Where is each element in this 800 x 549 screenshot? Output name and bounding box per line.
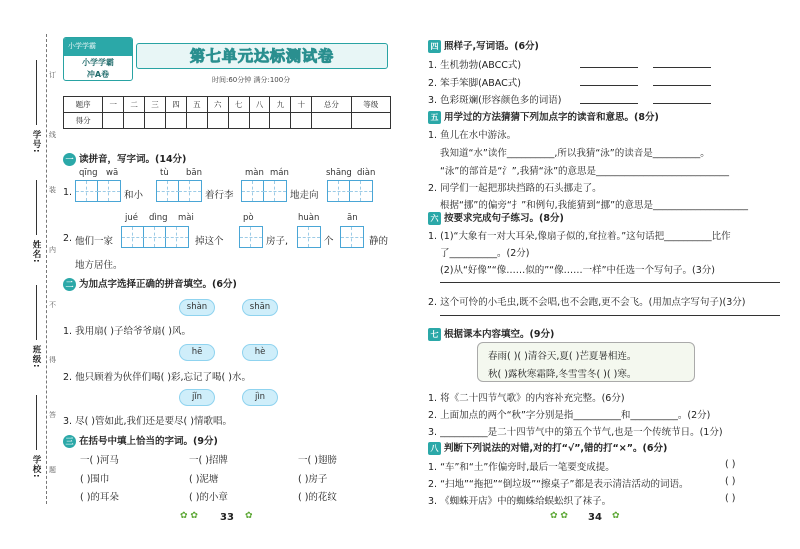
- s3-item: ( )房子: [298, 474, 328, 485]
- name-label: 姓名:: [31, 240, 41, 264]
- s1-q2-text6: 地方居住。: [75, 260, 123, 271]
- pinyin-wa: wā: [106, 168, 119, 178]
- score-cell[interactable]: [103, 113, 124, 129]
- score-cell[interactable]: [270, 113, 291, 129]
- poem-line-2: 秋( )露秋寒霜降,冬雪雪冬( )( )寒。: [488, 369, 637, 380]
- section-7-number: 七: [428, 328, 441, 341]
- exam-time-score: 时间:60分钟 满分:100分: [212, 76, 291, 84]
- score-header-cell: 六: [207, 97, 228, 113]
- s2-q2: 2. 他只顾着为伙伴们喝( )彩,忘记了喝( )水。: [63, 372, 251, 383]
- s1-q1-text2: 着行李: [205, 190, 234, 201]
- score-table: [63, 96, 391, 129]
- section-2-number: 二: [63, 278, 76, 291]
- school-line[interactable]: [36, 395, 37, 450]
- s5-q2: 2. 同学们一起把那块挡路的石头挪走了。: [428, 183, 602, 194]
- student-id-line[interactable]: [36, 60, 37, 125]
- pinyin-cloud-shan1: shān: [242, 299, 278, 316]
- solar-terms-poem-box: [477, 342, 695, 382]
- side-char: 题: [49, 466, 56, 474]
- class-line[interactable]: [36, 285, 37, 340]
- name-line[interactable]: [36, 180, 37, 235]
- score-cell[interactable]: [166, 113, 187, 129]
- answer-line[interactable]: [653, 67, 711, 68]
- section-8-heading: [428, 440, 667, 455]
- writing-grid-an[interactable]: [340, 226, 364, 248]
- logo-line2: 冲A卷: [86, 70, 110, 79]
- s4-item: 1. 生机勃勃(ABCC式): [428, 60, 522, 71]
- score-cell[interactable]: [207, 113, 228, 129]
- pinyin-qing: qīng: [79, 168, 98, 178]
- pinyin-tu: tù: [160, 168, 169, 178]
- s3-item: ( )泥塘: [189, 474, 219, 485]
- logo-line1: 小学学霸: [82, 58, 114, 67]
- s7-q2: 2. 上面加点的两个“秋”字分别是指__________和__________。(2分): [428, 410, 711, 421]
- writing-grid-tuban[interactable]: [156, 180, 202, 202]
- s3-item: 一( )招牌: [189, 455, 228, 466]
- score-header-cell: 五: [186, 97, 207, 113]
- section-4-heading: [428, 38, 539, 53]
- section-2-heading: [63, 276, 237, 291]
- score-header-cell: 总分: [312, 97, 351, 113]
- sprout-icon: ✿: [245, 511, 253, 521]
- s3-item: ( )的耳朵: [80, 492, 119, 503]
- side-char: 内: [49, 246, 56, 254]
- s2-q1: 1. 我用扇( )子给爷爷扇( )风。: [63, 326, 191, 337]
- s7-q1: 1. 将《二十四节气歌》的内容补充完整。(6分): [428, 393, 625, 404]
- section-8-number: 八: [428, 442, 441, 455]
- score-cell[interactable]: [351, 113, 390, 129]
- score-table-header: [64, 97, 391, 113]
- poem-line-1: 春雨( )( )清谷天,夏( )芒夏暑相连。: [488, 351, 637, 362]
- s5-q1a: 我知道“水”读作__________,所以我猜“泳”的读音是__________。: [440, 148, 710, 159]
- score-header-cell: 三: [145, 97, 166, 113]
- section-4-number: 四: [428, 40, 441, 53]
- s3-item: 一( )翅膀: [298, 455, 337, 466]
- s5-q1b: “泳”的部首是“氵”,我猜“泳”的意思是____________________________: [440, 166, 730, 177]
- score-header-cell: 八: [249, 97, 270, 113]
- s5-q2a: 根据“挪”的偏旁“扌”和例句,我能猜到“挪”的意思是____________________: [440, 200, 749, 211]
- pinyin-shang: shāng: [326, 168, 352, 178]
- judge-mark[interactable]: ( ): [725, 476, 736, 487]
- s5-q1: 1. 鱼儿在水中游泳。: [428, 130, 517, 141]
- section-6-title: 按要求完成句子练习。(8分): [444, 213, 564, 224]
- pinyin-an: ān: [347, 213, 358, 223]
- sprout-icon: ✿ ✿: [180, 511, 198, 521]
- answer-line[interactable]: [580, 103, 638, 104]
- page-number-right: 34: [588, 512, 602, 523]
- score-row-label: 得分: [64, 113, 103, 129]
- pinyin-cloud-he4: hè: [242, 344, 278, 361]
- writing-grid-shangdian[interactable]: [327, 180, 373, 202]
- pinyin-mai: mài: [178, 213, 194, 223]
- section-5-title: 用学过的方法猜猜下列加点字的读音和意思。(8分): [444, 112, 659, 123]
- side-char: 装: [49, 186, 56, 194]
- answer-line[interactable]: [653, 85, 711, 86]
- score-cell[interactable]: [228, 113, 249, 129]
- class-label: 班级:: [31, 345, 41, 369]
- section-5-number: 五: [428, 111, 441, 124]
- section-3-title: 在括号中填上恰当的字词。(9分): [79, 436, 218, 447]
- s3-item: ( )的花纹: [298, 492, 337, 503]
- section-4-title: 照样子,写词语。(6分): [444, 41, 539, 52]
- section-7-heading: [428, 326, 554, 341]
- pinyin-dian: diàn: [357, 168, 376, 178]
- section-3-number: 三: [63, 435, 76, 448]
- section-1-title: 读拼音，写字词。(14分): [79, 154, 187, 165]
- score-cell[interactable]: [312, 113, 351, 129]
- score-header-cell: 一: [103, 97, 124, 113]
- s8-item: 2. “扫地”“拖把”“倒垃圾”“擦桌子”都是表示清洁活动的词语。: [428, 479, 689, 490]
- side-char: 得: [49, 356, 56, 364]
- s2-q3: 3. 尽( )管如此,我们还是要尽( )情歌唱。: [63, 416, 232, 427]
- s6-q2: 2. 这个可怜的小毛虫,既不会唱,也不会跑,更不会飞。(用加点字写句子)(3分): [428, 297, 746, 308]
- judge-mark[interactable]: ( ): [725, 493, 736, 504]
- section-5-heading: [428, 109, 659, 124]
- score-header-cell: 四: [166, 97, 187, 113]
- pinyin-ban: bān: [186, 168, 202, 178]
- side-char: 订: [49, 71, 56, 79]
- score-header-cell: 十: [291, 97, 312, 113]
- series-logo: [63, 37, 133, 81]
- pinyin-cloud-he1: hē: [179, 344, 215, 361]
- answer-line[interactable]: [440, 282, 780, 283]
- s3-item: ( )的小章: [189, 492, 228, 503]
- pinyin-jue: jué: [125, 213, 138, 223]
- score-cell[interactable]: [291, 113, 312, 129]
- score-cell[interactable]: [249, 113, 270, 129]
- s8-item: 3. 《蜘蛛开店》中的蜘蛛给蜈蚣织了袜子。: [428, 496, 612, 507]
- judge-mark[interactable]: ( ): [725, 459, 736, 470]
- pinyin-cloud-shan4: shàn: [179, 299, 215, 316]
- s3-item: 一( )河马: [80, 455, 119, 466]
- writing-grid-manman[interactable]: [241, 180, 287, 202]
- score-header-cell: 七: [228, 97, 249, 113]
- right-page: [400, 0, 800, 549]
- writing-grid-huan[interactable]: [297, 226, 321, 248]
- writing-grid-po[interactable]: [239, 226, 263, 248]
- side-char: 不: [49, 301, 56, 309]
- school-label: 学校:: [31, 455, 41, 479]
- section-3-heading: [63, 433, 218, 448]
- answer-line[interactable]: [653, 103, 711, 104]
- section-1-heading: [63, 151, 186, 166]
- s4-item: 2. 笨手笨脚(ABAC式): [428, 78, 521, 89]
- sprout-icon: ✿: [612, 511, 620, 521]
- pinyin-man2: mán: [270, 168, 289, 178]
- binding-line: [46, 34, 47, 504]
- section-7-title: 根据课本内容填空。(9分): [444, 329, 555, 340]
- section-2-title: 为加点字选择正确的拼音填空。(6分): [79, 279, 237, 290]
- s3-item: ( )围巾: [80, 474, 110, 485]
- answer-line[interactable]: [440, 315, 780, 316]
- page-number-left: 33: [220, 512, 234, 523]
- writing-grid-jueding-mai[interactable]: [121, 226, 189, 248]
- s4-item: 3. 色彩斑斓(形容颜色多的词语): [428, 95, 562, 106]
- side-char: 线: [49, 131, 56, 139]
- score-header-cell: 等级: [351, 97, 390, 113]
- s1-q1-number: 1.: [63, 187, 73, 198]
- s1-q2-text4: 个: [324, 236, 334, 247]
- score-table-row: [64, 113, 391, 129]
- writing-grid-qingwa[interactable]: [75, 180, 121, 202]
- score-cell[interactable]: [124, 113, 145, 129]
- s6-q1b: 了__________。(2分): [440, 248, 530, 259]
- s1-q2-text5: 静的: [369, 236, 389, 247]
- s7-q3: 3. __________是二十四节气中的第五个节气,也是一个传统节日。(1分): [428, 427, 723, 438]
- section-6-heading: [428, 210, 564, 225]
- exam-title: 第七单元达标测试卷: [136, 43, 388, 69]
- s8-item: 1. “车”和“土”作偏旁时,最后一笔要变成提。: [428, 462, 615, 473]
- s1-q2-text2: 掉这个: [195, 236, 224, 247]
- score-cell[interactable]: [186, 113, 207, 129]
- pinyin-cloud-jin4: jìn: [242, 389, 278, 406]
- score-header-cell: 题序: [64, 97, 103, 113]
- score-header-cell: 二: [124, 97, 145, 113]
- answer-line[interactable]: [580, 67, 638, 68]
- logo-banner: 小学学霸: [64, 38, 132, 56]
- student-id-label: 学号:: [31, 130, 41, 154]
- answer-line[interactable]: [580, 85, 638, 86]
- section-8-title: 判断下列说法的对错,对的打“√”,错的打“×”。(6分): [444, 443, 668, 454]
- section-1-number: 一: [63, 153, 76, 166]
- s1-q1-text3: 地走向: [290, 190, 319, 201]
- s1-q2-text3: 房子,: [266, 236, 289, 247]
- pinyin-huan: huàn: [298, 213, 320, 223]
- s1-q2-number: 2.: [63, 233, 73, 244]
- section-6-number: 六: [428, 212, 441, 225]
- pinyin-ding: dìng: [149, 213, 168, 223]
- score-cell[interactable]: [145, 113, 166, 129]
- score-header-cell: 九: [270, 97, 291, 113]
- side-char: 答: [49, 411, 56, 419]
- pinyin-po: pò: [243, 213, 254, 223]
- pinyin-cloud-jin3: jǐn: [179, 389, 215, 406]
- s6-q1: 1. (1)“大象有一对大耳朵,像扇子似的,耷拉着。”这句话把__________比作: [428, 231, 731, 242]
- s6-q1c: (2)从“好像”“像……似的”“像……一样”中任选一个写句子。(3分): [440, 265, 715, 276]
- sprout-icon: ✿ ✿: [550, 511, 568, 521]
- s1-q1-text1: 和小: [124, 190, 144, 201]
- s1-q2-text1: 他们一家: [75, 236, 114, 247]
- pinyin-man1: màn: [245, 168, 264, 178]
